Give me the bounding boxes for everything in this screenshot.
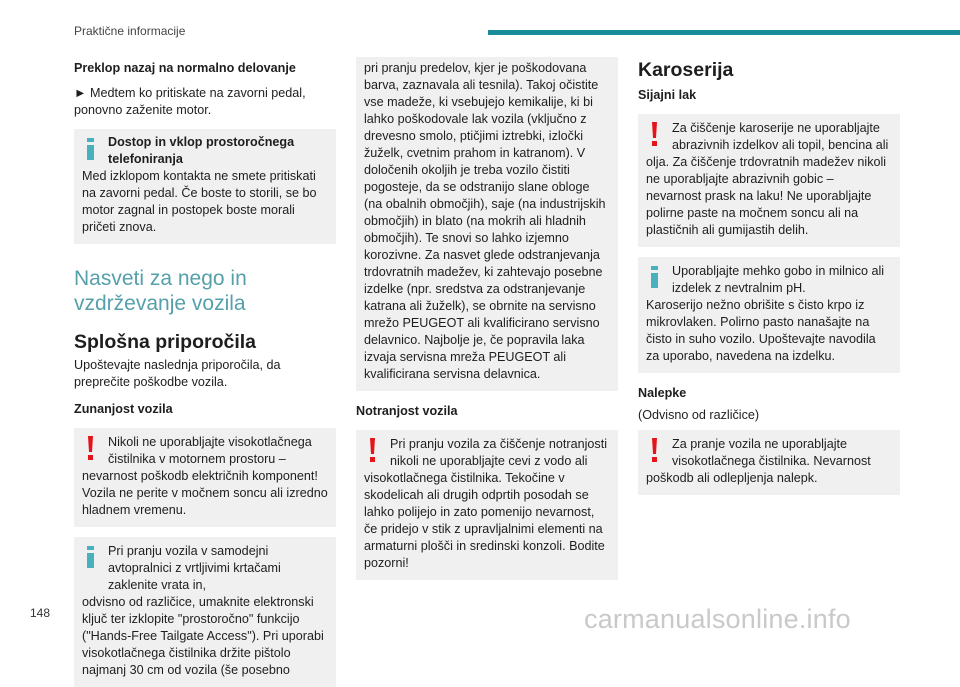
- warning-text-rest: olja. Za čiščenje trdovratnih madežev nikoli ne uporabljajte abrazivnih gobic – nevarnost prask na laku! Ne uporabljajte polirne paste na močnem soncu ali na plastičnih ali gumijastih delih.: [646, 155, 887, 237]
- warning-icon: [369, 438, 376, 462]
- header-accent-bar: [488, 30, 960, 35]
- note-version: (Odvisno od različice): [638, 408, 760, 422]
- continued-text: pri pranju predelov, kjer je poškodovana barva, zaznavala ali tesnila). Takoj očistite vse madeže, ki vsebujejo kemikalije, ki bi lahko poškodovale lak vozila (vključno z drevesno smolo, ptičjimi iztrebki, izločki žuželk, cvetnim prahom in katranom). V določenih okoljih je treba vozilo čistiti pogosteje, da se odstranijo slane obloge (na obalnih območjih), saje (na industrijskih območjih) in blato (na mokrih ali hladnih območjih). Te snovi so lahko izjemno korozivne. Za nasvet glede odstranjevanja trdovratnih madežev, ki zahtevajo posebne izdelke (npr. sredstva za odstranjevanje katrana ali žuželk), se obrnite na servisno mrežo PEUGEOT ali kvalificirano servisno delavnico. Najbolje je, če popravila laka izvaja servisna mreža PEUGEOT ali kvalificirana servisna delavnica.: [364, 61, 606, 381]
- column-2: [356, 57, 618, 580]
- info-box-text: Med izklopom kontakta ne smete pritiskati na zavorni pedal. Če boste to storili, se bo motor zagnal in postopek boste morali pričeti znova.: [82, 169, 317, 234]
- subheading-exterior: Zunanjost vozila: [74, 402, 173, 416]
- warning-text-first: Za pranje vozila ne uporabljajte visokotlačnega čistilnika. Nevarnost: [672, 437, 871, 468]
- running-header: Praktične informacije: [74, 24, 186, 38]
- warning-text-first: Pri pranju vozila za čiščenje notranjosti nikoli ne uporabljajte cevi z vodo ali: [390, 437, 607, 468]
- paragraph-restart: ► Medtem ko pritiskate na zavorni pedal, ponovno zaženite motor.: [74, 86, 306, 117]
- warning-icon: [651, 122, 658, 146]
- heading-bodywork: Karoserija: [638, 59, 734, 81]
- info-box-sponge: [638, 257, 900, 373]
- info-text-rest: odvisno od različice, umaknite elektronski ključ ter izklopite "prostoročno" funkcijo ("Hands-Free Tailgate Access"). Pri uporabi visokotlačnega čistilnika držite pištolo najmanj 30 cm od vozila (še posebno: [82, 595, 324, 677]
- warning-icon: [87, 436, 94, 460]
- warning-box-stickers: [638, 430, 900, 495]
- subheading-gloss-paint: Sijajni lak: [638, 88, 697, 102]
- info-box-car-wash: [74, 537, 336, 687]
- info-box-handsfree: [74, 129, 336, 244]
- warning-text-rest: poškodb ali odlepljenja nalepk.: [646, 471, 818, 485]
- info-icon: [87, 138, 94, 160]
- heading-general: Splošna priporočila: [74, 331, 257, 353]
- info-icon: [87, 546, 94, 568]
- warning-text-rest: nevarnost poškodb električnih komponent! Vozila ne perite v močnem soncu ali izredno hladnem vremenu.: [82, 469, 328, 517]
- subheading-restore: Preklop nazaj na normalno delovanje: [74, 61, 296, 75]
- info-text-first: Uporabljajte mehko gobo in milnico ali izdelek z nevtralnim pH.: [672, 264, 885, 295]
- info-icon: [651, 266, 658, 288]
- subheading-interior: Notranjost vozila: [356, 404, 458, 418]
- info-box-title-2: telefoniranja: [108, 152, 183, 166]
- info-text-rest: Karoserijo nežno obrišite s čisto krpo iz mikrovlaken. Polirno pasto nanašajte na čisto in suho vozilo. Upoštevajte navodila za uporabo, navedena na izdelku.: [646, 298, 876, 363]
- section-title: Nasveti za nego in vzdrževanje vozila: [74, 267, 247, 315]
- column-1: [74, 57, 336, 687]
- continued-info-box: [356, 57, 618, 391]
- warning-text-first: Nikoli ne uporabljajte visokotlačnega čistilnika v motornem prostoru –: [108, 435, 312, 466]
- page-number: 148: [30, 606, 51, 620]
- warning-text-rest: visokotlačnega čistilnika. Tekočine v skodelicah ali drugih odprtih posodah se lahko polijejo in zato pomenijo nevarnost, če pridejo v stik z upravljalnimi elementi na armaturni plošči in sredinski konzoli. Bodite pozorni!: [364, 471, 605, 570]
- info-text-first: Pri pranju vozila v samodejni avtopralnici z vrtljivimi krtačami zaklenite vrata in,: [108, 544, 281, 592]
- warning-text-first: Za čiščenje karoserije ne uporabljajte abrazivnih izdelkov ali topil, bencina ali: [672, 121, 889, 152]
- warning-icon: [651, 438, 658, 462]
- info-box-title-1: Dostop in vklop prostoročnega: [108, 135, 295, 149]
- warning-box-pressure-washer: [74, 428, 336, 527]
- warning-box-bodywork: [638, 114, 900, 247]
- column-3: [638, 57, 900, 495]
- subheading-stickers: Nalepke: [638, 386, 687, 400]
- paragraph-intro: Upoštevajte naslednja priporočila, da preprečite poškodbe vozila.: [74, 358, 281, 389]
- warning-box-interior: [356, 430, 618, 580]
- watermark: carmanualsonline.info: [584, 604, 851, 634]
